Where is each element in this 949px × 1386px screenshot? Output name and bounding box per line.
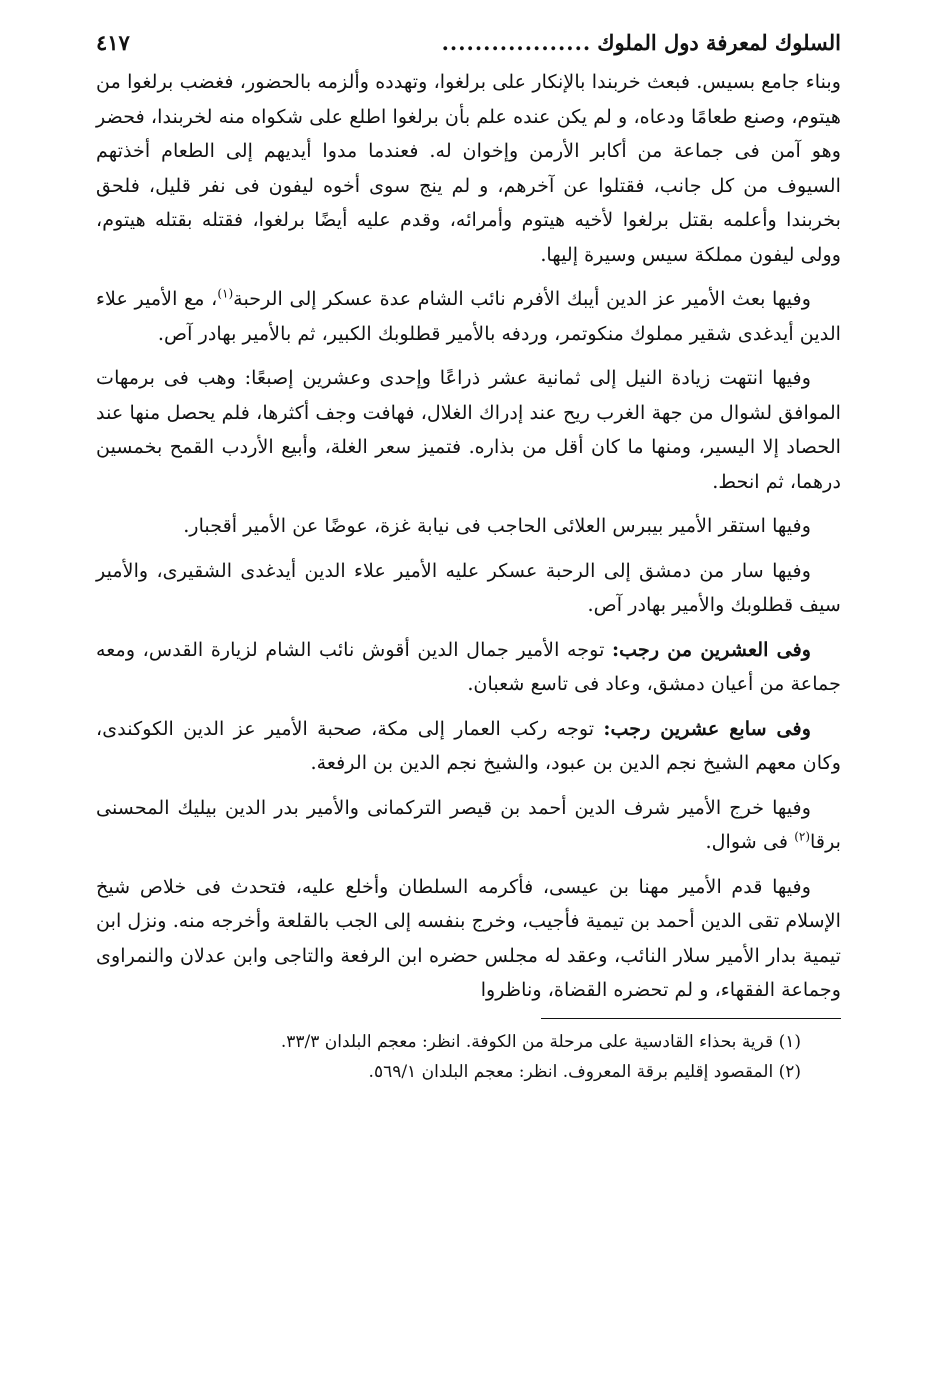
footnote-ref: (١): [217, 286, 234, 301]
paragraph: [96, 712, 841, 781]
paragraph-text-cont: فى شوال.: [705, 830, 795, 853]
paragraph-text: وبناء جامع بسيس. فبعث خربندا بالإنكار على برلغوا، وتهدده وألزمه بالحضور، فغضب برلغوا من هيتوم، وصنع طعامًا ودعاه، و لم يكن عنده علم بأن برلغوا اطلع على شكواه منه لخربندا، فحضر وهو آمن فى جماعة من أكابر الأرمن وإخوان له. فعندما مدوا أيديهم إلى الطعام أخذتهم السيوف من كل جانب، فقتلوا عن آخرهم، و لم ينج سوى أخوه ليفون فى نفر قليل، فلحق بخربندا وأعلمه بقتل برلغوا لأخيه هيتوم وأمرائه، وقدم عليه أيضًا برلغوا، فقتله بقتله هيتوم، وولى ليفون مملكة سيس وسيرة إليها.: [96, 70, 841, 266]
paragraph-lead-date: وفى العشرين من رجب:: [612, 637, 812, 661]
running-title: السلوك لمعرفة دول الملوك: [597, 30, 841, 55]
paragraph-text-cont: ، مع الأمير علاء الدين أيدغدى شقير مملوك منكوتمر، وردفه بالأمير قطلوبك الكبير، ثم بالأمير بهادر آص.: [96, 287, 841, 345]
footnote-divider: [541, 1018, 841, 1019]
paragraph: [96, 791, 841, 860]
paragraph-text: وفيها خرج الأمير شرف الدين أحمد بن قيصر التركمانى والأمير بدر الدين بيليك المحسنى برقا: [96, 795, 841, 853]
page-header: [96, 30, 841, 55]
header-dot-leader: ..................: [441, 30, 592, 55]
footnote-ref: (٢): [794, 829, 811, 844]
paragraph-text: وفيها قدم الأمير مهنا بن عيسى، فأكرمه السلطان وأخلع عليه، فتحدث فى خلاص شيخ الإسلام تقى الدين أحمد بن تيمية فأجيب، وخرج بنفسه إلى الجب بالقلعة وأخرجه منه. ونزل ابن تيمية بدار الأمير سلار النائب، وعقد له مجلس حضره ابن الرفعة والتاجى وابن عدلان والنمراوى وجماعة الفقهاء، و لم تحضره القضاة، وناظروا: [96, 874, 841, 1001]
paragraph-text: توجه ركب العمار إلى مكة، صحبة الأمير عز الدين الكوكندى، وكان معهم الشيخ نجم الدين بن عبود، والشيخ نجم الدين بن الرفعة.: [96, 716, 841, 774]
paragraph-lead-date: وفى سابع عشرين رجب:: [603, 716, 811, 740]
footnote: (١) قرية بحذاء القادسية على مرحلة من الكوفة. انظر: معجم البلدان ٣٣/٣.: [280, 1031, 801, 1052]
footnotes: [96, 1027, 841, 1087]
paragraph: [96, 65, 841, 272]
paragraph: [96, 361, 841, 499]
paragraph-text: وفيها سار من دمشق إلى الرحبة عسكر عليه الأمير علاء الدين أيدغدى الشقيرى، والأمير سيف قطلوبك والأمير بهادر آص.: [96, 558, 841, 616]
body-text: [96, 65, 841, 1008]
paragraph: [96, 282, 841, 351]
paragraph: [96, 870, 841, 1008]
paragraph: [96, 509, 841, 544]
paragraph-text: توجه الأمير جمال الدين أقوش نائب الشام لزيارة القدس، ومعه جماعة من أعيان دمشق، وعاد فى تاسع شعبان.: [96, 637, 841, 695]
page-number: ٤١٧: [96, 30, 130, 55]
paragraph: [96, 633, 841, 702]
footnote: (٢) المقصود إقليم برقة المعروف. انظر: معجم البلدان ٥٦٩/١.: [368, 1061, 801, 1082]
paragraph-text: وفيها بعث الأمير عز الدين أيبك الأفرم نائب الشام عدة عسكر إلى الرحبة: [233, 287, 811, 310]
paragraph-text: وفيها انتهت زيادة النيل إلى ثمانية عشر ذراعًا وإحدى وعشرين إصبعًا: وهب فى برمهات الموافق لشوال من جهة الغرب ريح عند إدراك الغلال، فهافت وجف أكثرها، فلم يحصل منها عند الحصاد إلا اليسير، ومنها ما كان أقل من بذاره. فتميز سعر الغلة، وأبيع الأردب القمح بخمسين درهما، ثم انحط.: [96, 366, 841, 493]
paragraph-text: وفيها استقر الأمير بيبرس العلائى الحاجب فى نيابة غزة، عوضًا عن الأمير أقجبار.: [183, 514, 811, 537]
paragraph: [96, 554, 841, 623]
